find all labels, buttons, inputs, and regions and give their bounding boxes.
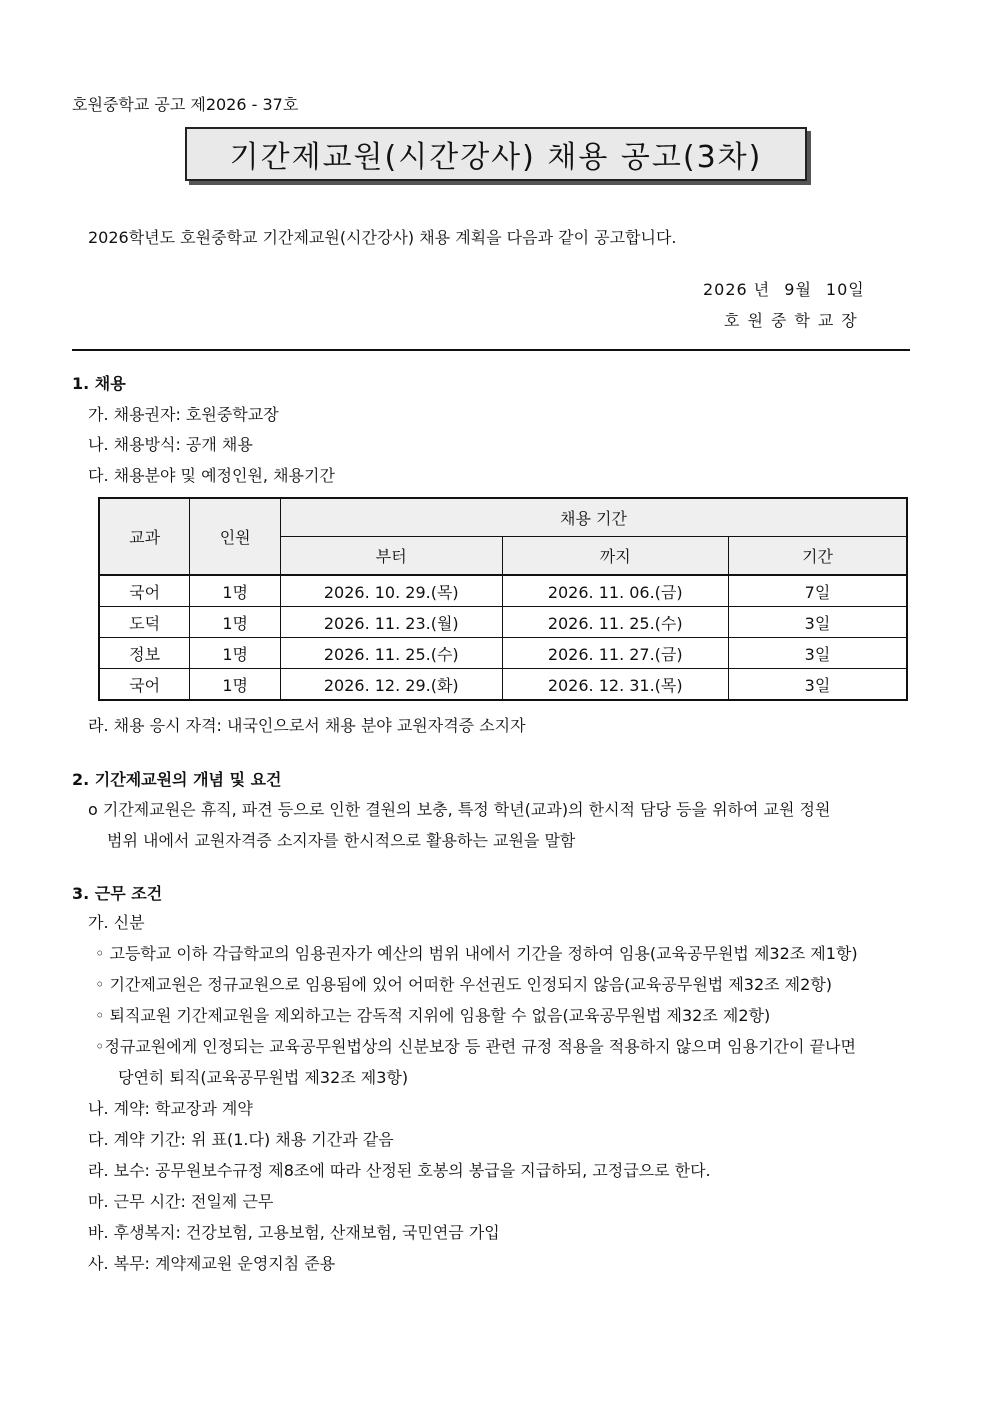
section1-item-c: 다. 채용분야 및 예정인원, 채용기간: [88, 466, 335, 485]
cell-from: 2026. 12. 29.(화): [281, 669, 502, 701]
table-row: [99, 638, 907, 669]
cell-count: 1명: [190, 669, 281, 701]
section3-item-c: 다. 계약 기간: 위 표(1.다) 채용 기간과 같음: [88, 1130, 394, 1149]
section3-bullet1: ◦ 고등학교 이하 각급학교의 임용권자가 예산의 범위 내에서 기간을 정하여 임용(교육공무원법 제32조 제1항): [95, 944, 858, 963]
col-subject-header: 교과: [99, 498, 190, 575]
cell-days: 7일: [728, 575, 907, 607]
cell-subject: 도덕: [99, 607, 190, 638]
section3-bullet4-line1: ◦정규교원에게 인정되는 교육공무원법상의 신분보장 등 관련 규정 적용을 적용하지 않으며 임용기간이 끝나면: [95, 1037, 856, 1056]
col-to-header: 까지: [502, 537, 728, 576]
cell-days: 3일: [728, 669, 907, 701]
cell-count: 1명: [190, 607, 281, 638]
section3-item-b: 나. 계약: 학교장과 계약: [88, 1099, 253, 1118]
table-row: [99, 575, 907, 607]
section2-line2: 범위 내에서 교원자격증 소지자를 한시적으로 활용하는 교원을 말함: [107, 831, 576, 850]
section2-line1: o 기간제교원은 휴직, 파견 등으로 인한 결원의 보충, 특정 학년(교과)의 한시적 담당 등을 위하여 교원 정원: [88, 800, 831, 819]
cell-days: 3일: [728, 638, 907, 669]
col-days-header: 기간: [728, 537, 907, 576]
cell-count: 1명: [190, 575, 281, 607]
section3-bullet3: ◦ 퇴직교원 기간제교원을 제외하고는 감독적 지위에 임용할 수 없음(교육공무원법 제32조 제2항): [95, 1006, 771, 1025]
date-year: 2026 년: [703, 280, 771, 299]
recruitment-table: [98, 497, 908, 701]
signer: 호원중학교장: [724, 311, 865, 330]
notice-title: 기간제교원(시간강사) 채용 공고(3차): [229, 140, 763, 175]
section2-heading: 2. 기간제교원의 개념 및 요건: [72, 770, 282, 789]
date-month: 9월: [784, 280, 812, 299]
cell-days: 3일: [728, 607, 907, 638]
notice-number: 호원중학교 공고 제2026 - 37호: [72, 95, 299, 114]
cell-to: 2026. 11. 06.(금): [502, 575, 728, 607]
table-row: [99, 669, 907, 701]
cell-from: 2026. 11. 23.(월): [281, 607, 502, 638]
section3-item-a: 가. 신분: [88, 913, 145, 932]
cell-from: 2026. 10. 29.(목): [281, 575, 502, 607]
cell-from: 2026. 11. 25.(수): [281, 638, 502, 669]
section3-item-g: 사. 복무: 계약제교원 운영지침 준용: [88, 1254, 336, 1273]
cell-count: 1명: [190, 638, 281, 669]
table-row: [99, 607, 907, 638]
intro-text: 2026학년도 호원중학교 기간제교원(시간강사) 채용 계획을 다음과 같이 공고합니다.: [88, 228, 677, 247]
divider: [72, 349, 910, 351]
section3-bullet2: ◦ 기간제교원은 정규교원으로 임용됨에 있어 어떠한 우선권도 인정되지 않음(교육공무원법 제32조 제2항): [95, 975, 833, 994]
section3-bullet4-line2: 당연히 퇴직(교육공무원법 제32조 제3항): [118, 1068, 409, 1087]
cell-to: 2026. 11. 27.(금): [502, 638, 728, 669]
cell-subject: 국어: [99, 669, 190, 701]
notice-date: [703, 277, 879, 300]
col-count-header: 인원: [190, 498, 281, 575]
section3-item-e: 마. 근무 시간: 전일제 근무: [88, 1192, 274, 1211]
col-period-header: 채용 기간: [281, 498, 907, 537]
cell-subject: 국어: [99, 575, 190, 607]
notice-title-box: [185, 127, 807, 181]
section1-item-a: 가. 채용권자: 호원중학교장: [88, 405, 279, 424]
cell-to: 2026. 11. 25.(수): [502, 607, 728, 638]
cell-to: 2026. 12. 31.(목): [502, 669, 728, 701]
col-from-header: 부터: [281, 537, 502, 576]
section3-heading: 3. 근무 조건: [72, 884, 163, 903]
section1-heading: 1. 채용: [72, 374, 126, 393]
section3-item-d: 라. 보수: 공무원보수규정 제8조에 따라 산정된 호봉의 봉급을 지급하되, 고정급으로 한다.: [88, 1161, 711, 1180]
date-day: 10일: [825, 280, 865, 299]
section1-item-d: 라. 채용 응시 자격: 내국인으로서 채용 분야 교원자격증 소지자: [88, 716, 526, 735]
section1-item-b: 나. 채용방식: 공개 채용: [88, 435, 253, 454]
cell-subject: 정보: [99, 638, 190, 669]
section3-item-f: 바. 후생복지: 건강보험, 고용보험, 산재보험, 국민연금 가입: [88, 1223, 500, 1242]
